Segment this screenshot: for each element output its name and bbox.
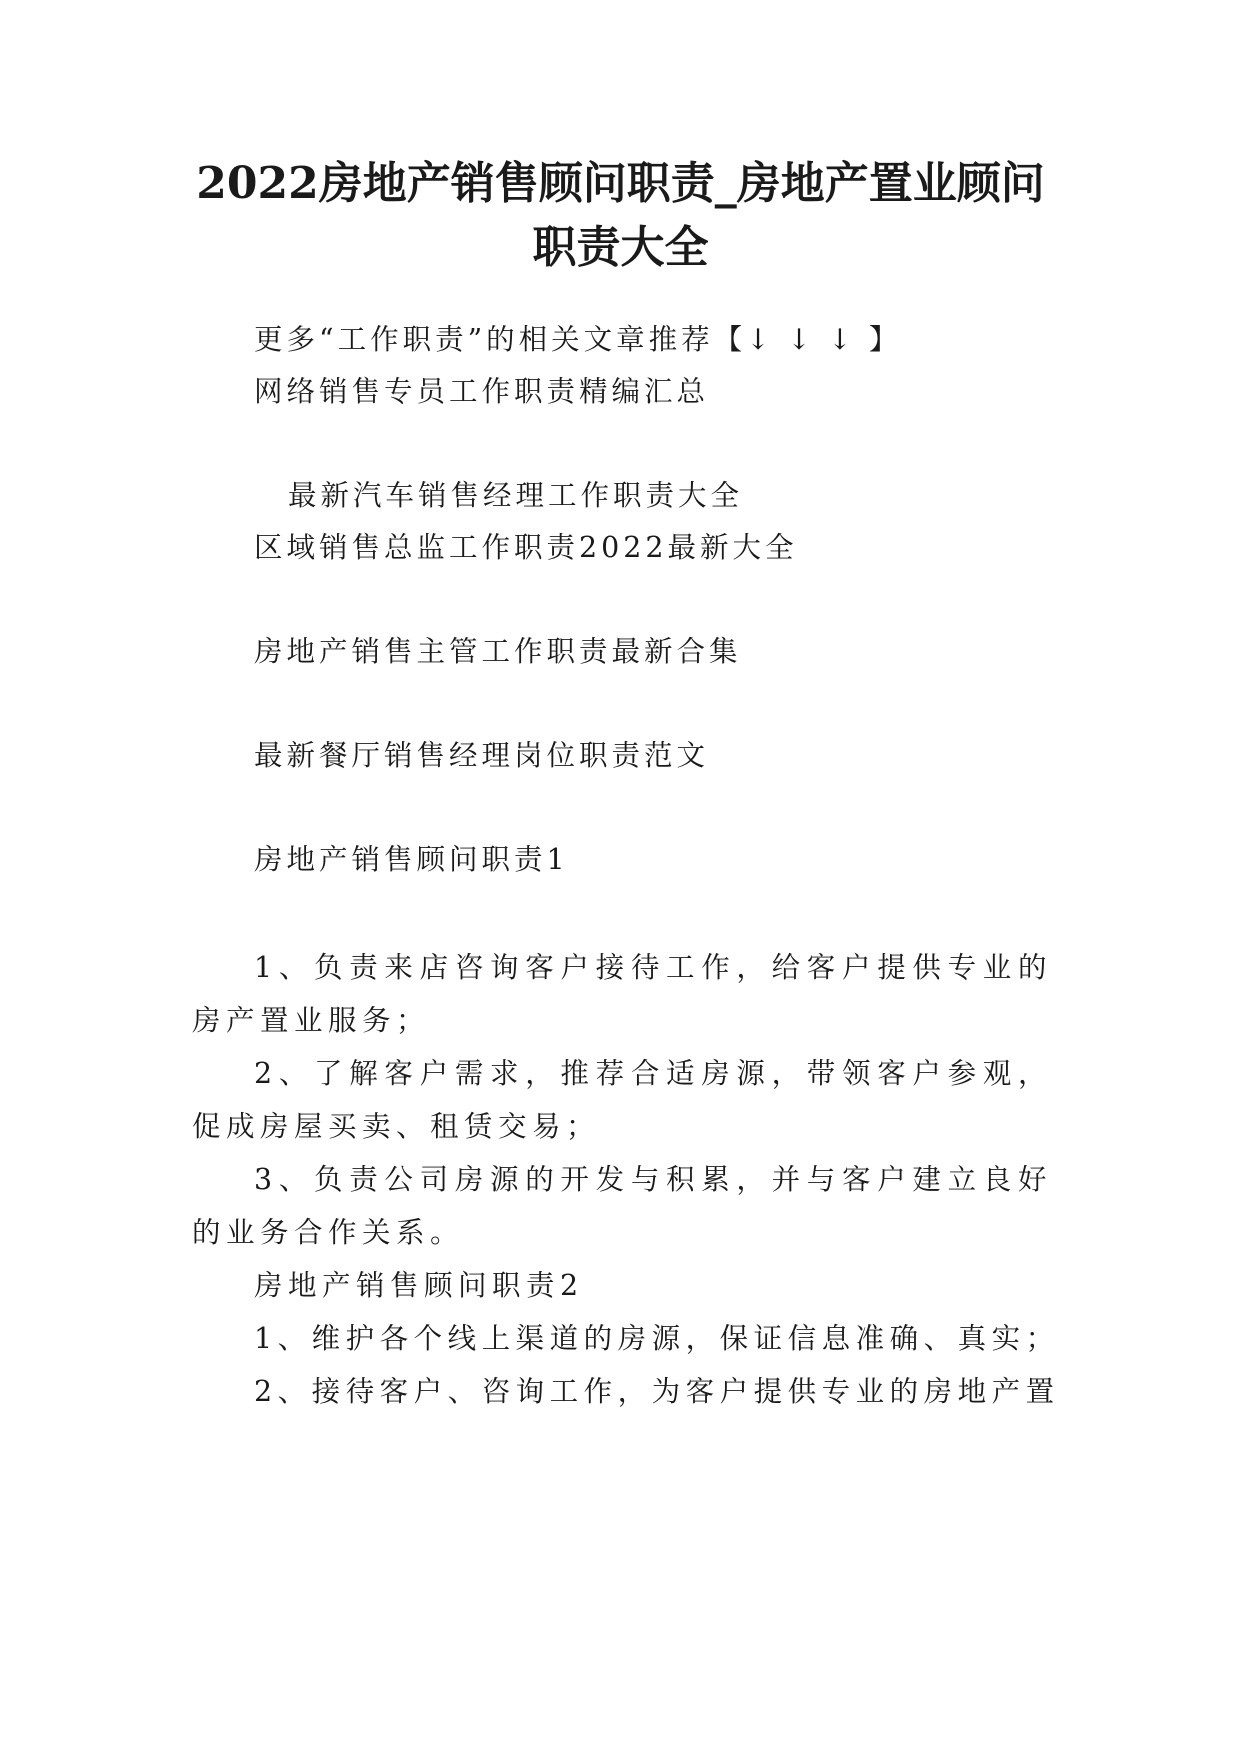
related-link-1[interactable]: 网络销售专员工作职责精编汇总 [254,375,710,408]
section1-item-1: 1、负责来店咨询客户接待工作，给客户提供专业的房产置业服务； [192,951,1052,1037]
related-link-3[interactable]: 区域销售总监工作职责2022最新大全 [254,531,798,564]
section2-item-2: 2、接待客户、咨询工作，为客户提供专业的房地产置 [254,1375,1060,1408]
section1-item-3: 3、负责公司房源的开发与积累，并与客户建立良好的业务合作关系。 [192,1163,1052,1249]
page-title [150,152,1091,280]
title-line-1: 2022房地产销售顾问职责_房地产置业顾问 [196,158,1045,209]
section2-item-1: 1、维护各个线上渠道的房源，保证信息准确、真实； [254,1322,1060,1355]
related-link-2[interactable]: 最新汽车销售经理工作职责大全 [288,479,744,512]
title-line-2: 职责大全 [532,222,709,273]
related-link-5[interactable]: 最新餐厅销售经理岗位职责范文 [254,739,710,772]
section-heading-2: 房地产销售顾问职责2 [254,1269,584,1302]
related-articles-intro: 更多“工作职责”的相关文章推荐【↓ ↓ ↓ 】 [254,323,902,356]
related-link-4[interactable]: 房地产销售主管工作职责最新合集 [254,635,742,668]
section1-item-2: 2、了解客户需求，推荐合适房源，带领客户参观，促成房屋买卖、租赁交易； [192,1057,1052,1143]
section-heading-1: 房地产销售顾问职责1 [254,843,569,876]
